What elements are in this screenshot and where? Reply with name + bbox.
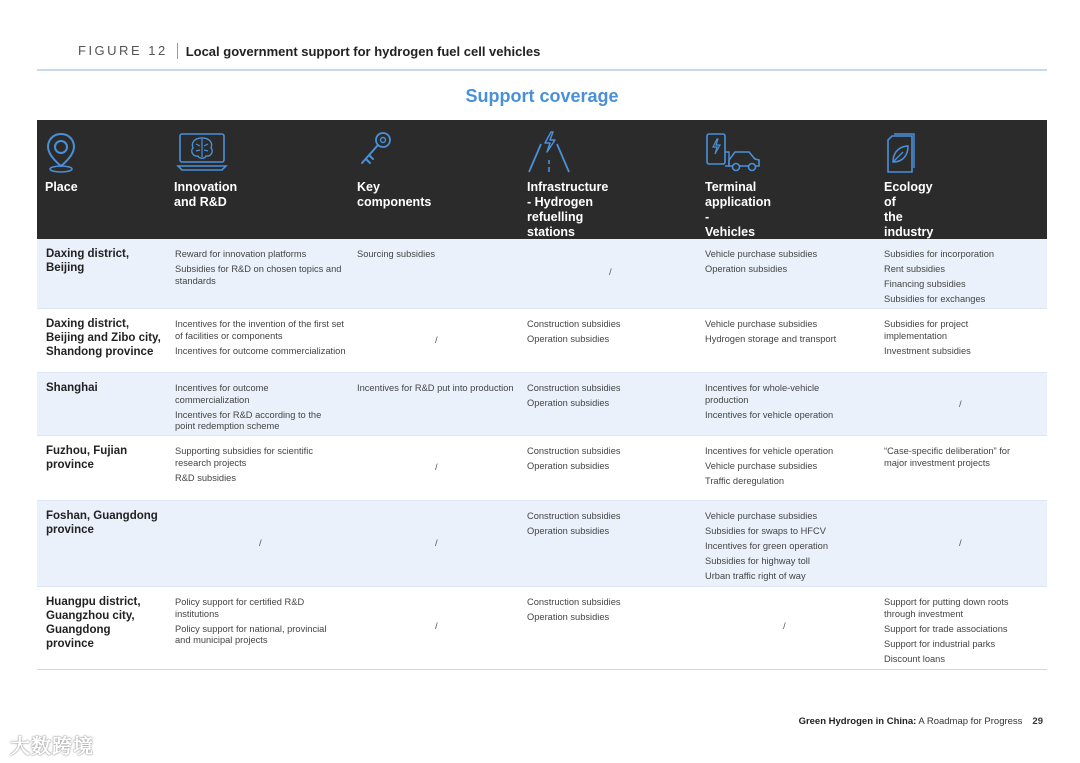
ecology-cell	[884, 319, 1004, 361]
policy-item: Sourcing subsidies	[357, 249, 436, 259]
section-title: Support coverage	[465, 86, 619, 106]
policy-item: Incentives for green operation	[705, 541, 829, 551]
innovation-cell	[175, 597, 343, 650]
innovation-cell	[175, 446, 340, 488]
policy-item: Supporting subsidies for scientific research projects	[175, 446, 313, 468]
policy-item: Subsidies for R&D on chosen topics and standards	[175, 264, 342, 286]
ecology-cell	[884, 446, 1034, 473]
vehicles-cell	[705, 383, 845, 425]
empty-marker: /	[435, 462, 438, 473]
policy-item: Vehicle purchase subsidies	[705, 319, 818, 329]
brain-computer-icon	[174, 130, 230, 174]
policy-item: Subsidies for incorporation	[884, 249, 995, 259]
policy-item: “Case-specific deliberation” for major investment projects	[884, 446, 1011, 468]
policy-item: Incentives for vehicle operation	[705, 409, 834, 420]
figure-label: FIGURE 12	[78, 43, 178, 59]
policy-item: Construction subsidies	[527, 319, 621, 329]
policy-item: Subsidies for swaps to HFCV	[705, 526, 826, 536]
table-row	[37, 501, 1047, 587]
policy-item: Rent subsidies	[884, 264, 945, 274]
empty-marker: /	[435, 335, 438, 346]
policy-item: Incentives for outcome commercialization	[175, 345, 346, 356]
empty-marker: /	[609, 267, 612, 278]
innovation-cell	[175, 249, 353, 291]
road-lightning-icon	[527, 130, 575, 174]
policy-item: Support for putting down roots through investment	[884, 597, 1009, 619]
empty-marker: /	[435, 538, 438, 549]
figure-title: Local government support for hydrogen fuel cell vehicles	[185, 43, 541, 59]
table-header	[37, 120, 1047, 239]
policy-item: Traffic deregulation	[705, 476, 785, 486]
header-divider	[37, 69, 1047, 71]
policy-item: Incentives for outcome commercialization	[175, 383, 269, 405]
report-title-rest: A Roadmap for Progress	[916, 716, 1023, 727]
page-number: 29	[1032, 716, 1043, 727]
leaf-document-icon	[884, 130, 932, 174]
policy-item: Subsidies for highway toll	[705, 556, 810, 566]
infrastructure-cell	[527, 597, 699, 627]
place-name: Fuzhou, Fujian province	[46, 445, 128, 471]
vehicles-cell	[705, 249, 877, 279]
policy-item: Vehicle purchase subsidies	[705, 461, 818, 471]
watermark: 大数跨境	[10, 736, 94, 758]
policy-item: Urban traffic right of way	[705, 571, 806, 581]
policy-item: Subsidies for project implementation	[884, 319, 969, 341]
report-title-bold: Green Hydrogen in China:	[798, 716, 917, 727]
table-row	[37, 239, 1047, 309]
empty-marker: /	[783, 621, 786, 632]
components-cell	[357, 383, 525, 398]
policy-item: Discount loans	[884, 653, 945, 664]
policy-item: Operation subsidies	[527, 334, 610, 344]
table-row	[37, 587, 1047, 670]
policy-item: Incentives for whole-vehicle production	[705, 383, 820, 405]
figure-header	[78, 42, 540, 60]
ecology-cell	[884, 597, 1034, 669]
policy-item: Operation subsidies	[705, 264, 788, 274]
table-row	[37, 373, 1047, 436]
column-label: Infrastructure - Hydrogen refuelling stations	[527, 180, 609, 239]
infrastructure-cell	[527, 319, 699, 349]
vehicles-cell	[705, 511, 877, 586]
policy-item: Construction subsidies	[527, 446, 621, 456]
policy-item: Construction subsidies	[527, 597, 621, 607]
policy-item: Construction subsidies	[527, 383, 621, 393]
place-name: Huangpu district, Guangzhou city, Guangdong province	[46, 596, 141, 650]
policy-item: Construction subsidies	[527, 511, 621, 521]
infrastructure-cell	[527, 511, 699, 541]
policy-item: Incentives for the invention of the first set of facilities or components	[175, 319, 344, 341]
key-icon	[357, 130, 405, 174]
policy-item: Incentives for R&D put into production	[357, 383, 514, 393]
table-row	[37, 309, 1047, 373]
innovation-cell	[175, 319, 353, 361]
column-label: Innovation and R&D	[174, 180, 238, 209]
policy-item: Investment subsidies	[884, 345, 971, 356]
policy-item: Vehicle purchase subsidies	[705, 249, 818, 259]
policy-item: Subsidies for exchanges	[884, 294, 986, 304]
policy-item: Hydrogen storage and transport	[705, 334, 837, 344]
column-label: Terminal application - Vehicles	[705, 180, 771, 239]
empty-marker: /	[959, 538, 962, 549]
infrastructure-cell	[527, 383, 699, 413]
innovation-cell	[175, 383, 340, 436]
column-label: Key components	[357, 180, 432, 209]
electric-car-icon	[705, 130, 761, 174]
empty-marker: /	[259, 538, 262, 549]
policy-item: R&D subsidies	[175, 472, 236, 483]
column-label: Place	[45, 180, 78, 194]
policy-item: Operation subsidies	[527, 612, 610, 622]
place-name: Daxing district, Beijing and Zibo city, Shandong province	[46, 318, 161, 358]
policy-item: Incentives for vehicle operation	[705, 446, 834, 456]
policy-item: Vehicle purchase subsidies	[705, 511, 818, 521]
place-name: Daxing district, Beijing	[46, 248, 130, 274]
vehicles-cell	[705, 319, 877, 349]
vehicles-cell	[705, 446, 877, 491]
policy-item: Operation subsidies	[527, 461, 610, 471]
policy-item: Operation subsidies	[527, 526, 610, 536]
policy-item: Financing subsidies	[884, 279, 966, 289]
policy-item: Incentives for R&D according to the point redemption scheme	[175, 409, 322, 431]
place-name: Foshan, Guangdong province	[46, 510, 158, 536]
components-cell	[357, 249, 523, 264]
policy-item: Support for industrial parks	[884, 638, 996, 649]
location-pin-icon	[45, 130, 93, 174]
page-footer	[799, 716, 1043, 727]
table-row	[37, 436, 1047, 501]
empty-marker: /	[435, 621, 438, 632]
empty-marker: /	[959, 399, 962, 410]
ecology-cell	[884, 249, 1042, 309]
policy-item: Operation subsidies	[527, 398, 610, 408]
policy-item: Policy support for national, provincial and municipal projects	[175, 623, 327, 645]
infrastructure-cell	[527, 446, 699, 476]
place-name: Shanghai	[46, 382, 98, 394]
policy-item: Policy support for certified R&D institutions	[175, 597, 305, 619]
policy-item: Support for trade associations	[884, 623, 1008, 634]
column-label: Ecology of the industry	[884, 180, 934, 239]
support-table	[37, 120, 1047, 670]
policy-item: Reward for innovation platforms	[175, 249, 307, 259]
